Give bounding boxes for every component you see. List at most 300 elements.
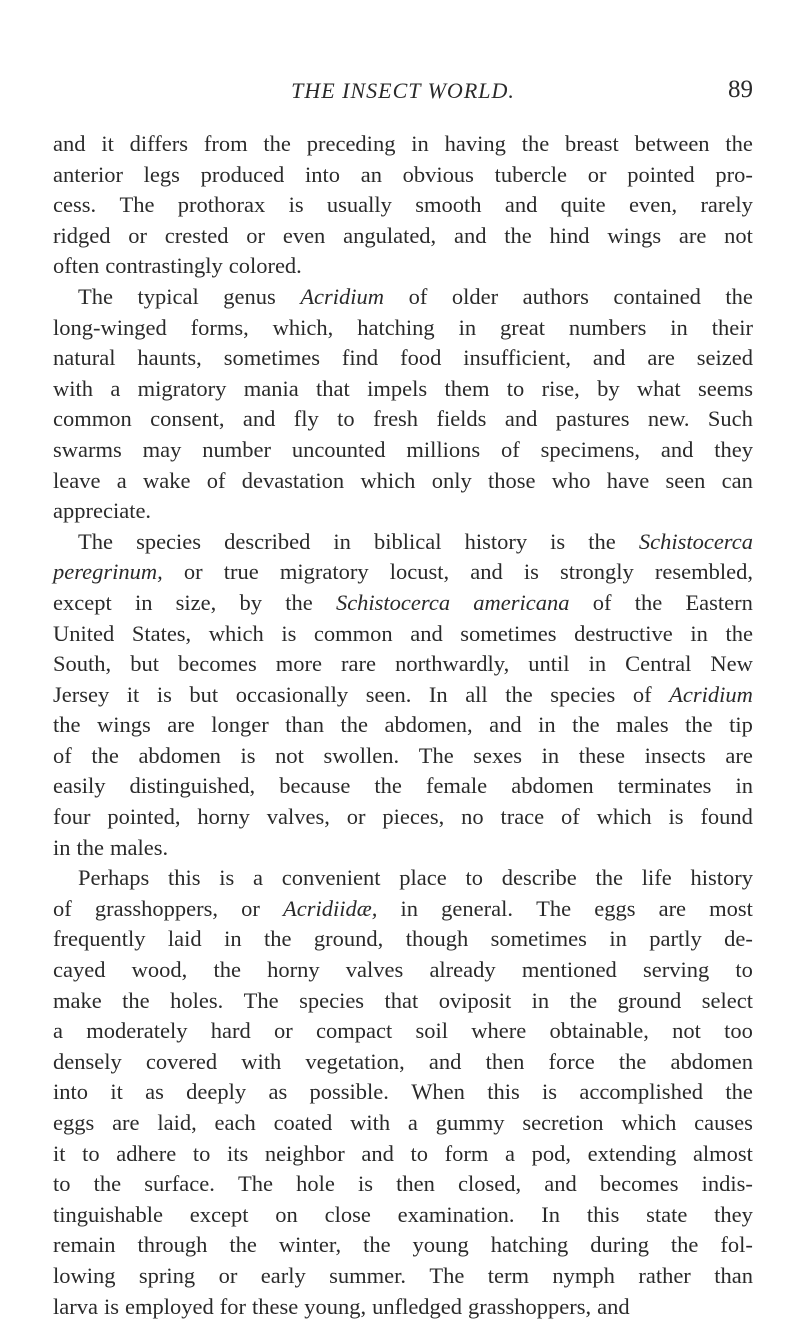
word: already	[429, 957, 496, 983]
word: described	[224, 528, 311, 554]
word: or	[241, 895, 260, 921]
word: Such	[707, 406, 753, 432]
word: more	[275, 651, 322, 677]
word: abdomen	[511, 773, 594, 799]
word: species	[550, 681, 616, 707]
word: a	[253, 865, 264, 891]
text-line	[53, 1200, 753, 1231]
word: usually	[326, 192, 392, 218]
word: which,	[272, 314, 334, 340]
word: hard	[210, 1018, 251, 1044]
word: millions	[406, 436, 481, 462]
word: this	[586, 1201, 620, 1227]
word: South,	[53, 651, 112, 677]
word: seems	[697, 375, 753, 401]
word: common	[53, 406, 132, 432]
word: in	[411, 131, 429, 156]
word: pointed,	[107, 804, 181, 830]
word: the	[53, 712, 81, 738]
word: contrastingly	[105, 253, 223, 279]
word: oviposit	[438, 987, 512, 1013]
word: rise,	[541, 375, 580, 401]
word: and	[504, 406, 538, 432]
word: to	[192, 1140, 211, 1166]
text-line	[53, 924, 753, 955]
word: Jersey	[53, 681, 110, 707]
word: as	[268, 1079, 288, 1105]
text-line	[53, 160, 753, 191]
word: in	[400, 895, 418, 921]
word: typical	[137, 283, 199, 309]
word: the	[91, 742, 119, 768]
word: ground,	[313, 926, 384, 952]
word: or	[587, 161, 607, 187]
word: hole	[296, 1171, 335, 1197]
word: differs	[129, 131, 188, 156]
word: americana	[473, 589, 570, 615]
word: a	[110, 375, 121, 401]
word: is	[523, 559, 539, 585]
word: almost	[692, 1140, 753, 1166]
word: it	[126, 681, 140, 707]
word: are	[112, 1110, 140, 1135]
text-line	[53, 833, 753, 864]
word: The	[536, 895, 572, 921]
word: abdomen	[670, 1048, 753, 1074]
word: haunts,	[137, 345, 202, 371]
word: pro-	[715, 161, 753, 187]
word: then	[485, 1048, 525, 1074]
word: great	[500, 314, 545, 340]
word: into	[53, 1079, 89, 1105]
word: in	[670, 314, 688, 340]
word: it	[101, 131, 114, 156]
word: in	[224, 926, 242, 952]
word: not	[672, 1018, 701, 1044]
word: are	[725, 742, 753, 768]
word: not	[275, 742, 304, 768]
word: the	[229, 1232, 257, 1258]
word: pieces,	[382, 804, 445, 830]
word: frequently	[53, 926, 146, 952]
word: in	[690, 620, 708, 646]
word: their	[711, 314, 753, 340]
word: the	[213, 957, 241, 983]
word: all	[465, 681, 488, 707]
word: force	[548, 1048, 595, 1074]
word: four	[53, 804, 91, 830]
word: sometimes	[490, 926, 587, 952]
word: of	[632, 681, 652, 707]
word: unfledged	[372, 1293, 463, 1319]
word: lowing	[53, 1262, 116, 1288]
word: which	[208, 620, 264, 646]
word: describe	[501, 865, 577, 891]
word: the	[685, 712, 713, 738]
word: make	[53, 987, 102, 1013]
word: fol-	[720, 1232, 753, 1258]
text-line	[53, 496, 753, 527]
word: is	[288, 192, 304, 218]
word: In	[428, 681, 448, 707]
word: long-winged	[53, 314, 167, 340]
word: locust,	[389, 559, 450, 585]
word: not	[724, 222, 753, 248]
word: abdomen,	[384, 712, 473, 738]
word: in	[458, 314, 477, 340]
text-line	[53, 1169, 753, 1200]
word: who	[551, 467, 591, 493]
word: becomes	[599, 1171, 679, 1197]
word: seen.	[365, 681, 412, 707]
word: grasshoppers,	[468, 1293, 592, 1319]
word: size,	[175, 589, 217, 615]
word: Central	[625, 651, 692, 677]
word: in	[531, 987, 550, 1013]
word: which	[360, 467, 416, 493]
word: covered	[145, 1048, 218, 1074]
body-text	[53, 129, 753, 1322]
word: neighbor	[264, 1140, 345, 1166]
word: having	[444, 131, 506, 156]
word: because	[279, 773, 351, 799]
word: the	[725, 1079, 753, 1105]
word: fields	[436, 406, 487, 432]
word: produced	[200, 161, 285, 187]
word: colored.	[228, 253, 302, 279]
text-line	[53, 986, 753, 1017]
word: except	[189, 1201, 249, 1227]
word: fly	[293, 406, 319, 432]
word: or	[128, 222, 148, 248]
word: in	[541, 742, 560, 768]
word: sexes	[473, 742, 523, 768]
word: terminates	[617, 773, 712, 799]
word: indis-	[701, 1171, 753, 1197]
text-line	[53, 1047, 753, 1078]
word: strongly	[560, 559, 634, 585]
word: eggs	[594, 895, 636, 921]
word: the	[122, 987, 150, 1013]
word: and	[53, 131, 86, 156]
text-line	[53, 1077, 753, 1108]
word: in	[588, 651, 607, 677]
text-line	[53, 374, 753, 405]
word: vegetation,	[305, 1048, 405, 1074]
word: easily	[53, 773, 106, 799]
word: males	[616, 712, 669, 738]
word: partly	[649, 926, 702, 952]
text-line	[53, 1261, 753, 1292]
word: seen	[665, 467, 706, 493]
word: young,	[304, 1293, 367, 1319]
word: mentioned	[521, 957, 617, 983]
word: place	[399, 865, 447, 891]
word: select	[701, 987, 753, 1013]
word: which	[621, 1110, 677, 1135]
word: is	[219, 865, 235, 891]
word: close	[324, 1201, 371, 1227]
word: the	[285, 589, 313, 615]
word: except	[53, 589, 112, 615]
word: they	[714, 436, 753, 462]
word: it	[110, 1079, 123, 1105]
word: wood,	[131, 957, 188, 983]
word: in	[134, 589, 153, 615]
word: the	[725, 131, 753, 156]
word: are	[167, 712, 195, 738]
word: with	[53, 375, 94, 401]
text-line	[53, 527, 753, 558]
word: have	[606, 467, 650, 493]
word: tinguishable	[53, 1201, 163, 1227]
word: migratory	[137, 375, 227, 401]
word: then	[396, 1171, 435, 1197]
word: of	[53, 895, 72, 921]
word: Acridium	[669, 681, 753, 707]
word: older	[451, 283, 499, 309]
word: though	[405, 926, 469, 952]
word: winter,	[278, 1232, 342, 1258]
word: in	[735, 773, 753, 799]
word: to	[410, 1140, 429, 1166]
word: or	[346, 804, 366, 830]
word: history	[690, 865, 753, 891]
word: Schistocerca	[638, 528, 753, 554]
word: uncounted	[291, 436, 386, 462]
word: life	[641, 865, 672, 891]
word: natural	[53, 345, 116, 371]
word: often	[53, 253, 100, 279]
word: are	[647, 345, 675, 371]
word: female	[425, 773, 488, 799]
word: the	[725, 620, 753, 646]
word: rare	[341, 651, 377, 677]
word: hatching	[490, 1232, 569, 1258]
word: are	[658, 895, 687, 921]
word: from	[203, 131, 248, 156]
word: examination.	[397, 1201, 515, 1227]
word: and	[597, 1293, 630, 1319]
word: new.	[647, 406, 690, 432]
word: abdomen	[138, 742, 221, 768]
word: but	[130, 651, 159, 677]
text-line	[53, 557, 753, 588]
text-line	[53, 1230, 753, 1261]
text-line	[53, 282, 753, 313]
word: ridged	[53, 222, 111, 248]
word: they	[714, 1201, 753, 1227]
word: or	[218, 1262, 238, 1288]
word: and	[660, 436, 694, 462]
text-line	[53, 1139, 753, 1170]
word: longer	[211, 712, 269, 738]
word: biblical	[374, 528, 442, 554]
word: accomplished	[579, 1079, 704, 1105]
word: common	[313, 620, 393, 646]
word: mania	[243, 375, 299, 401]
word: than	[714, 1262, 753, 1288]
word: migratory	[279, 559, 369, 585]
word: the	[93, 1171, 122, 1197]
word: them	[444, 375, 490, 401]
word: a	[505, 1140, 515, 1166]
word: pointed	[627, 161, 695, 187]
word: the	[505, 681, 533, 707]
word: seized	[696, 345, 753, 371]
word: early	[260, 1262, 306, 1288]
word: serving	[642, 957, 710, 983]
word: of	[592, 589, 612, 615]
word: a	[116, 467, 127, 493]
word: for	[219, 1293, 246, 1319]
word: destructive	[574, 620, 673, 646]
word: The	[119, 192, 155, 218]
page-number: 89	[728, 76, 753, 103]
word: laid,	[157, 1110, 197, 1135]
word: the	[618, 1048, 647, 1074]
word: adhere	[116, 1140, 177, 1166]
word: resembled,	[654, 559, 753, 585]
word: valves	[345, 957, 404, 983]
word: larva	[53, 1293, 98, 1319]
word: and	[361, 1140, 394, 1166]
word: the	[263, 131, 291, 156]
word: grasshoppers,	[94, 895, 218, 921]
word: term	[487, 1262, 530, 1288]
word: what	[636, 375, 681, 401]
word: remain	[53, 1232, 116, 1258]
word: and	[592, 345, 626, 371]
word: secretion	[522, 1110, 604, 1135]
word: horny	[267, 957, 320, 983]
word: laid	[167, 926, 202, 952]
word: to	[53, 1171, 71, 1197]
text-line	[53, 435, 753, 466]
word: to	[465, 865, 483, 891]
word: pastures	[555, 406, 630, 432]
word: ground	[617, 987, 682, 1013]
word: United	[53, 620, 115, 646]
word: employed	[124, 1293, 214, 1319]
word: the	[725, 283, 753, 309]
word: or	[246, 222, 266, 248]
word: authors	[522, 283, 589, 309]
word: no	[461, 804, 484, 830]
word: with	[350, 1110, 391, 1135]
word: hind	[549, 222, 590, 248]
word: The	[243, 987, 279, 1013]
word: the	[670, 1232, 699, 1258]
word: is	[103, 1293, 119, 1319]
word: leave	[53, 467, 101, 493]
word: of	[561, 804, 580, 830]
word: form	[444, 1140, 489, 1166]
word: which	[596, 804, 652, 830]
word: The	[78, 528, 113, 554]
word: to	[82, 1140, 100, 1166]
word: of	[53, 742, 72, 768]
word: a	[407, 1110, 418, 1135]
word: a	[53, 1018, 63, 1044]
word: general.	[441, 895, 513, 921]
word: closed,	[457, 1171, 522, 1197]
word: into	[305, 161, 341, 187]
word: holes.	[170, 987, 224, 1013]
word: obvious	[402, 161, 474, 187]
word: pod,	[531, 1140, 571, 1166]
text-line	[53, 190, 753, 221]
word: is	[357, 1171, 373, 1197]
word: its	[226, 1140, 249, 1166]
word: between	[634, 131, 710, 156]
word: an	[360, 161, 382, 187]
word: the	[588, 528, 616, 554]
word: on	[275, 1201, 298, 1227]
word: this	[168, 865, 201, 891]
text-line	[53, 1108, 753, 1139]
text-line	[53, 802, 753, 833]
word: than	[285, 712, 324, 738]
word: in	[53, 834, 71, 860]
word: peregrinum,	[53, 559, 163, 585]
word: too	[724, 1018, 753, 1044]
word: find	[341, 345, 379, 371]
word: the	[504, 222, 532, 248]
word: can	[721, 467, 753, 493]
word: only	[431, 467, 472, 493]
word: rarely	[700, 192, 753, 218]
word: angulated,	[343, 222, 437, 248]
word: gummy	[435, 1110, 505, 1135]
word: the	[521, 131, 550, 156]
word: Eastern	[685, 589, 753, 615]
word: cayed	[53, 957, 106, 983]
word: until	[528, 651, 570, 677]
text-line	[53, 680, 753, 711]
word: these	[578, 742, 625, 768]
word: males.	[110, 834, 169, 860]
word: breast	[565, 131, 619, 156]
text-line	[53, 251, 753, 282]
word: prothorax	[177, 192, 266, 218]
word: eggs	[53, 1110, 95, 1135]
word: young	[412, 1232, 469, 1258]
word: consent,	[150, 406, 225, 432]
word: occasionally	[235, 681, 349, 707]
word: distinguished,	[129, 773, 256, 799]
word: the	[76, 834, 105, 860]
word: Schistocerca	[335, 589, 451, 615]
word: trace	[500, 804, 545, 830]
word: even,	[629, 192, 678, 218]
text-line	[53, 863, 753, 894]
word: wings	[97, 712, 151, 738]
word: is	[542, 1079, 558, 1105]
word: it	[53, 1140, 66, 1166]
word: Perhaps	[78, 865, 150, 891]
word: to	[337, 406, 355, 432]
text-line	[53, 894, 753, 925]
word: tubercle	[494, 161, 568, 187]
word: New	[710, 651, 753, 677]
word: is	[281, 620, 297, 646]
text-line	[53, 466, 753, 497]
word: and	[453, 222, 487, 248]
word: soil	[415, 1018, 449, 1044]
word: through	[137, 1232, 208, 1258]
word: the	[363, 1232, 391, 1258]
